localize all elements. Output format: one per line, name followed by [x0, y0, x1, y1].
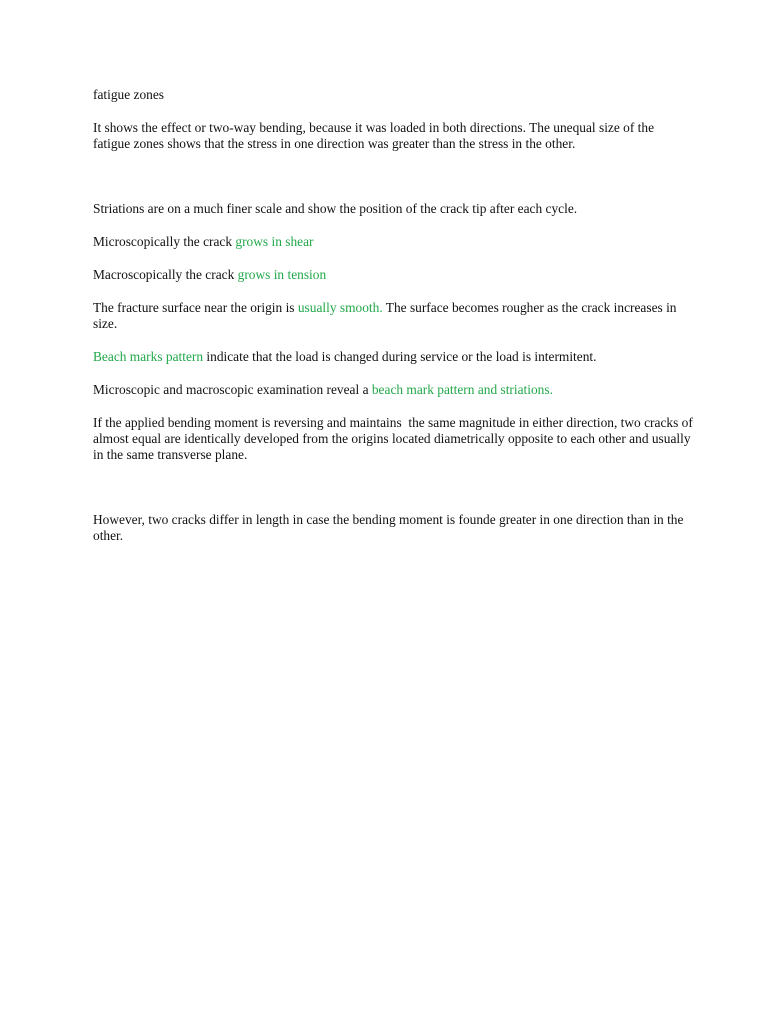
paragraph-however: However, two cracks differ in length in case the bending moment is founde greater in one direction than in the other. — [93, 512, 684, 543]
paragraph-bending-moment: If the applied bending moment is reversing and maintains the same magnitude in either direction, two cracks of almost equal are identically developed from the origins located diametrically opposite to each other and usually in the same transverse plane. — [93, 415, 697, 462]
exam-highlight: beach mark pattern and striations. — [371, 382, 553, 397]
beach-after: indicate that the load is changed during service or the load is intermitent. — [203, 349, 597, 364]
paragraph-two-way-bending: It shows the effect or two-way bending, because it was loaded in both directions. The unequal size of the fatigue zones shows that the stress in one direction was greater than the stress in the other. — [93, 120, 655, 151]
micro-text: Microscopically the crack — [93, 234, 236, 249]
paragraph-striations: Striations are on a much finer scale and show the position of the crack tip after each cycle. — [93, 201, 578, 216]
paragraph-examination — [93, 382, 693, 398]
exam-before: Microscopic and macroscopic examination reveal a — [93, 382, 372, 397]
paragraph-microscopic-growth — [93, 234, 693, 250]
paragraph-macroscopic-growth — [93, 267, 693, 283]
surface-after: The surface becomes rougher as the crack increases in size. — [93, 300, 677, 331]
beach-highlight: Beach marks pattern — [93, 349, 204, 364]
paragraph-beach-marks — [93, 349, 693, 365]
macro-text: Macroscopically the crack — [93, 267, 238, 282]
surface-highlight: usually smooth. — [297, 300, 383, 315]
paragraph-fracture-surface — [93, 300, 693, 332]
surface-before: The fracture surface near the origin is — [93, 300, 298, 315]
macro-highlight: grows in tension — [237, 267, 327, 282]
heading-fatigue-zones: fatigue zones — [93, 87, 165, 102]
document-page — [93, 87, 697, 544]
micro-highlight: grows in shear — [235, 234, 314, 249]
